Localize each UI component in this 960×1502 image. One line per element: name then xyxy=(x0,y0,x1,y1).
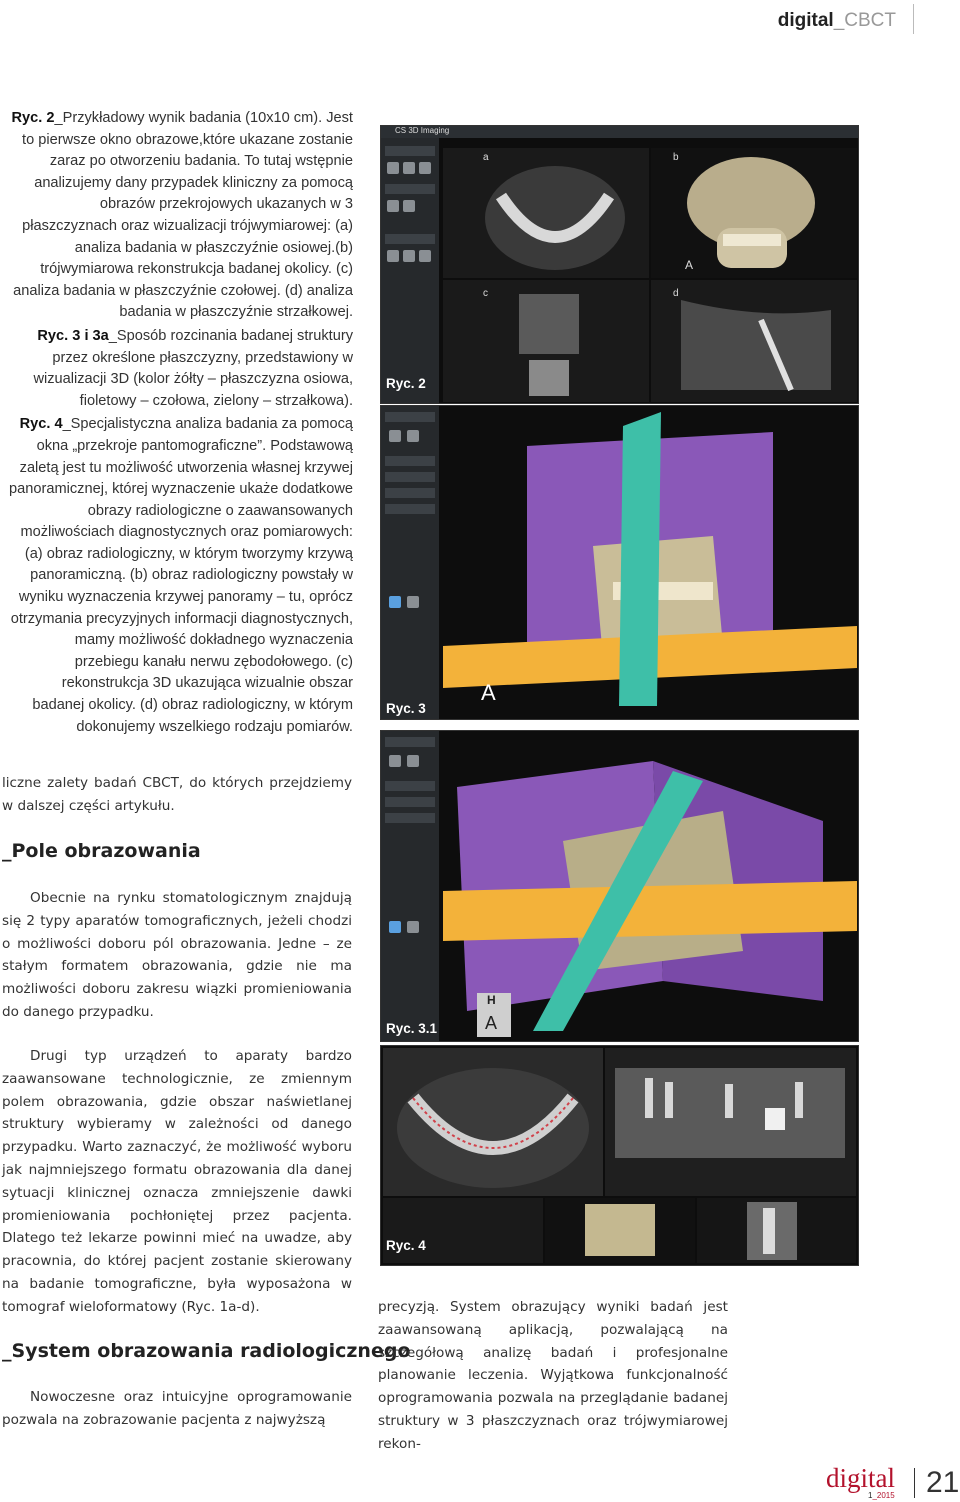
tool-icon xyxy=(419,250,431,262)
tool-icon xyxy=(387,250,399,262)
measurement-image xyxy=(697,1198,856,1263)
caption-ryc-3: Ryc. 3 i 3a_Sposób rozcinania badanej struktury przez określone płaszczyzny, przedstawiony w wizualizacji 3D (kolor żółty – płaszczyzna osiowa, fioletowy – czołowa, zielony – strzałkowa). xyxy=(33,327,353,409)
axial-with-curve xyxy=(383,1048,603,1196)
tool-icon xyxy=(389,430,401,442)
tool-icon xyxy=(407,921,419,933)
tool-icon xyxy=(389,921,401,933)
tool-icon xyxy=(389,755,401,767)
panel-sagittal: d xyxy=(651,280,857,402)
figure-ryc-2 xyxy=(380,125,859,404)
page-number: 21 xyxy=(926,1466,960,1499)
figure-captions xyxy=(8,108,353,740)
footer-logo: digital xyxy=(826,1463,895,1493)
app-title-bar: CS 3D Imaging xyxy=(381,126,858,138)
skull-3d-render xyxy=(651,148,857,278)
region-3d-render xyxy=(545,1198,695,1263)
caption-ryc-2: Ryc. 2_Przykładowy wynik badania (10x10 cm). Jest to pierwsze okno obrazowe,które ukazane zostanie zaraz po otworzeniu badania. To tutaj wstępnie analizujemy dany przypadek kliniczny za pomocą obrazów przekrojowych ukazanych w 3 płaszczyznach oraz wizualizacji trójwymiarowej: (a) analiza badania w płaszczyźnie osiowej.(b) trójwymiarowa rekonstrukcja badanej okolicy. (c) analiza badania w płaszczyźnie czołowej. (d) analiza badania w płaszczyźnie strzałkowej. xyxy=(11,110,353,321)
panel-axial: a xyxy=(443,148,649,278)
right-column-paragraph: precyzją. System obrazujący wyniki badań jest zaawansowaną aplikacją, pozwalającą na szczegółową analizę badań i profesjonalne planowanie leczenia. Wyjątkowa funkcjonalność oprogramowania pozwala na przeglądanie badanej struktury w 3 płaszczyznach oraz trójwymiarowej rekon- xyxy=(378,1299,728,1452)
sidebar-row xyxy=(385,737,435,747)
header-divider xyxy=(913,4,914,34)
coronal-slice-image xyxy=(443,280,649,402)
sagittal-slice-image xyxy=(651,280,857,402)
sidebar-row xyxy=(385,813,435,823)
panel-3d: b A xyxy=(651,148,857,278)
axial-slice-image xyxy=(443,148,649,278)
panel-label-area xyxy=(383,1198,543,1263)
paragraph-pole-1: Obecnie na rynku stomatologicznym znajdują się 2 typy aparatów tomograficznych, jeżeli chodzi o możliwości doboru pól obrazowania. Jedne – ze stałym formatem obrazowania, gdzie nie ma możliwości doboru zakresu wiązki promieniowania do danego przypadku. xyxy=(2,890,352,1020)
sidebar-row xyxy=(385,504,435,514)
tool-icon xyxy=(419,162,431,174)
paragraph-pole-2: Drugi typ urządzeń to aparaty bardzo zaawansowane technologicznie, ze zmiennym polem obrazowania, gdzie obszar naświetlanej struktury wybieramy w zależności od danego przypadku. Warto zaznaczyć, że możliwość wyboru jak najmniejszego formatu obrazowania dla danej sytuacji klinicznej oznacza zmniejszenie dawki promieniowania pochłoniętej przez pacjenta. Dlatego też lekarze powinni mieć na uwadze, aby pracownia, do której pacjent zostanie skierowany na badanie tomograficzne, była wyposażona w tomograf wieloformatowy (Ryc. 1a-d). xyxy=(2,1048,352,1315)
panel-measurement xyxy=(697,1198,856,1263)
sidebar-row xyxy=(385,797,435,807)
panel-axial-curve xyxy=(383,1048,603,1196)
panel-coronal: c xyxy=(443,280,649,402)
sidebar-row xyxy=(385,781,435,791)
figure-ryc-4 xyxy=(380,1045,859,1266)
sidebar-row xyxy=(385,184,435,194)
tool-icon xyxy=(387,200,399,212)
tool-icon xyxy=(407,430,419,442)
tool-sidebar xyxy=(381,406,439,719)
section-heading-pole-obrazowania: _Pole obrazowania xyxy=(2,840,201,862)
running-header: digital_CBCT xyxy=(777,10,896,31)
panoramic-image xyxy=(605,1048,856,1196)
sidebar-row xyxy=(385,234,435,244)
tool-icon xyxy=(387,162,399,174)
figure-label: Ryc. 4 xyxy=(386,1238,426,1253)
volume-render-planes xyxy=(443,406,857,719)
figure-ryc-3-1 xyxy=(380,730,859,1042)
view-marker: A xyxy=(481,680,496,705)
tool-icon xyxy=(407,755,419,767)
sidebar-row xyxy=(385,472,435,482)
intro-paragraph: liczne zalety badań CBCT, do których przejdziemy w dalszej części artykułu. xyxy=(2,775,352,814)
panel-3d-region xyxy=(545,1198,695,1263)
paragraph-system: Nowoczesne oraz intuicyjne oprogramowanie pozwala na zobrazowanie pacjenta z najwyższą xyxy=(2,1389,352,1428)
sidebar-row xyxy=(385,146,435,156)
figure-ryc-3 xyxy=(380,405,859,720)
section-heading-system: _System obrazowania radiologicznego xyxy=(2,1340,411,1362)
tool-sidebar xyxy=(381,731,439,1041)
caption-ryc-4: Ryc. 4_Specjalistyczna analiza badania za pomocą okna „przekroje pantomograficzne”. Podstawową zaletą jest tu możliwość utworzenia własnej krzywej panoramicznej, której wyznaczenie ukaże dodatkowe obrazy radiologiczne o zaawansowanych możliwościach diagnostycznych oraz pomiarowych: (a) obraz radiologiczny, w którym tworzymy krzywą panoramiczną. (b) obraz radiologiczny powstały w wyniku wyznaczenia krzywej panoramy – tu, oprócz otrzymania precyzyjnych informacji diagnostycznych, mamy możliwość dokładnego wyznaczenia przebiegu kanału nerwu zębodołowego. (c) rekonstrukcja 3D ukazująca wizualnie obszar badanej okolicy. (d) obraz radiologiczny, w którym dokonujemy wszelkiego rodzaju pomiarów. xyxy=(9,416,353,735)
tool-sidebar xyxy=(381,138,439,403)
orientation-cube: H A xyxy=(477,993,511,1037)
footer-divider xyxy=(914,1468,915,1498)
panel-panoramic xyxy=(605,1048,856,1196)
tool-icon xyxy=(403,250,415,262)
figure-label: Ryc. 3 xyxy=(386,701,426,716)
sidebar-row xyxy=(385,412,435,422)
tool-icon xyxy=(407,596,419,608)
tool-icon xyxy=(389,596,401,608)
tool-icon xyxy=(403,162,415,174)
figure-label: Ryc. 3.1 xyxy=(386,1021,438,1036)
tool-icon xyxy=(403,200,415,212)
footer-issue: 1_2015 xyxy=(868,1491,895,1500)
sidebar-row xyxy=(385,456,435,466)
figure-label: Ryc. 2 xyxy=(386,376,426,391)
sidebar-row xyxy=(385,488,435,498)
